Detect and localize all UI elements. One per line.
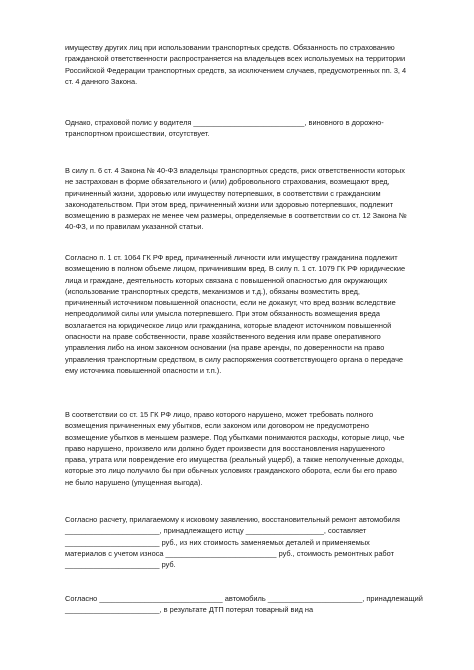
text-line: ст. 4 данного Закона. bbox=[65, 76, 138, 86]
text-line: управления транспортным средством, в силу распоряжения соответствующего органа о передаче bbox=[65, 354, 404, 364]
text-line: права, утрата или повреждение его имущества (реальный ущерб), а также неполученные доходы, bbox=[65, 455, 404, 465]
paragraph-civil-code-15 bbox=[65, 409, 445, 488]
text-line: транспортном происшествии, отсутствует. bbox=[65, 129, 210, 139]
text-line: _______________________ руб., из них стоимость заменяемых деталей и применяемых bbox=[65, 537, 370, 547]
text-line: Согласно ______________________________ автомобиль _______________________, принадлежащий bbox=[65, 594, 423, 603]
text-line: непреодолимой силы или умысла потерпевшего. При этом обязанность возмещения вреда bbox=[65, 309, 380, 319]
text-line: материалов с учетом износа ___________________________ руб., стоимость ремонтных работ bbox=[65, 548, 394, 558]
text-line: управления либо на ином законном основании (на праве аренды, по доверенности на право bbox=[65, 343, 385, 353]
text-line: 40-ФЗ, и по правилам указанной статьи. bbox=[65, 222, 204, 232]
text-line: Согласно п. 1 ст. 1064 ГК РФ вред, причиненный личности или имуществу гражданина подлежит bbox=[65, 253, 398, 262]
text-line: Российской Федерации транспортных средств, за исключением случаев, предусмотренных пп. 3, 4 bbox=[65, 65, 407, 75]
text-line: В силу п. 6 ст. 4 Закона № 40-ФЗ владельцы транспортных средств, риск ответственности которых bbox=[65, 166, 405, 175]
text-line: _______________________, принадлежащего истцу ___________________, составляет bbox=[65, 526, 367, 536]
text-line: причиненный источником повышенной опасности, если не докажут, что вред возник вследствие bbox=[65, 298, 396, 308]
text-line: причиненный жизни, здоровью или имуществу потерпевших, в соответствии с гражданским bbox=[65, 188, 381, 198]
text-line: не застрахован в форме обязательного и (или) добровольного страхования, возмещают вред, bbox=[65, 177, 390, 187]
paragraph-commodity-value bbox=[65, 593, 445, 616]
text-line: _______________________, в результате ДТП потерял товарный вид на bbox=[65, 605, 314, 615]
text-line: возмещение убытков в меньшем размере. Под убытками понимаются расходы, которые лицо, чье bbox=[65, 432, 405, 442]
text-line: возмещению в размерах не менее чем размеры, определяемые в соответствии со ст. 12 Закона № bbox=[65, 211, 407, 221]
text-line: возмещения причиненных ему убытков, если законом или договором не предусмотрено bbox=[65, 421, 369, 431]
text-line: не было нарушено (упущенная выгода). bbox=[65, 477, 203, 487]
paragraph-civil-code-1064 bbox=[65, 252, 445, 376]
text-line: Согласно расчету, прилагаемому к исковому заявлению, восстановительный ремонт автомобиля bbox=[65, 515, 400, 524]
text-line: возлагается на юридическое лицо или гражданина, которые владеют источником повышенной bbox=[65, 320, 392, 330]
text-line: В соответствии со ст. 15 ГК РФ лицо, право которого нарушено, может требовать полного bbox=[65, 410, 374, 419]
text-line: Однако, страховой полис у водителя ___________________________, виновного в дорожно- bbox=[65, 118, 384, 127]
text-line: лица и граждане, деятельность которых связана с повышенной опасностью для окружающих bbox=[65, 275, 388, 285]
text-line: _______________________ руб. bbox=[65, 560, 176, 570]
paragraph-insurance-obligation bbox=[65, 42, 445, 87]
paragraph-repair-calculation bbox=[65, 514, 445, 570]
text-line: гражданской ответственности распространяется на владельцев всех используемых на территории bbox=[65, 54, 406, 64]
text-line: законодательством. При этом вред, причиненный жизни или здоровью потерпевших, подлежит bbox=[65, 199, 394, 209]
text-line: возмещению в полном объеме лицом, причинившим вред. В силу п. 1 ст. 1079 ГК РФ юридические bbox=[65, 264, 406, 274]
paragraph-law-40fz bbox=[65, 165, 445, 233]
text-line: ему источника повышенной опасности и т.п.). bbox=[65, 365, 222, 375]
text-line: (использование транспортных средств, механизмов и т.д.), обязаны возместить вред, bbox=[65, 286, 360, 296]
text-line: имуществу других лиц при использовании транспортных средств. Обязанность по страхованию bbox=[65, 43, 395, 52]
text-line: которые это лицо получило бы при обычных условиях гражданского оборота, если бы его право bbox=[65, 466, 397, 476]
text-line: право нарушено, произвело или должно будет произвести для восстановления нарушенного bbox=[65, 443, 385, 453]
text-line: опасности на праве собственности, праве хозяйственного ведения или праве оперативного bbox=[65, 332, 381, 342]
paragraph-no-policy bbox=[65, 117, 445, 140]
